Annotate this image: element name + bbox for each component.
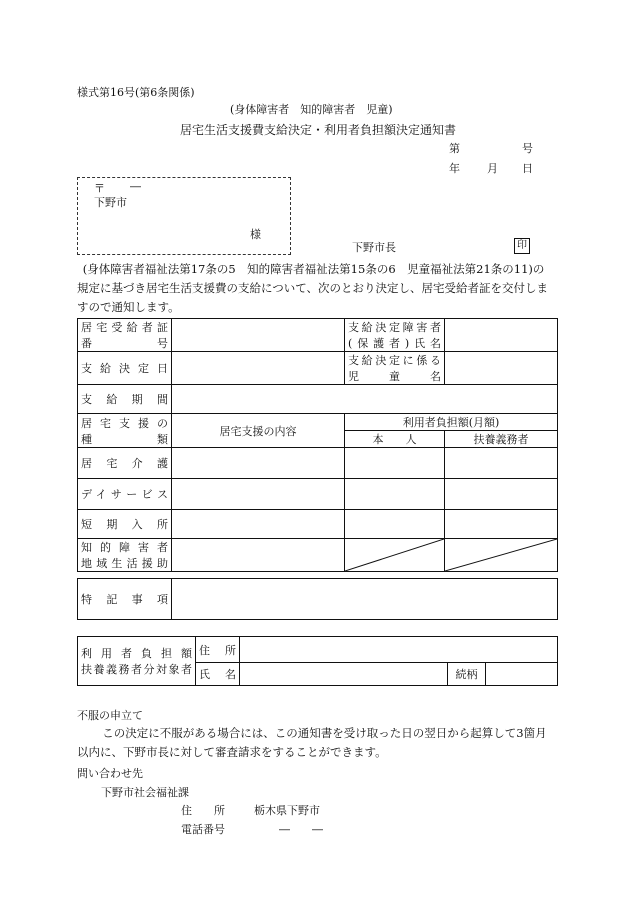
home-care-dependent[interactable] [445, 448, 558, 479]
support-type-header: 居宅支援の 種 類 [78, 414, 172, 448]
row-label-day-service: デイサービス [78, 479, 172, 510]
burden-relation-label: 続柄 [448, 663, 486, 686]
dependent-header: 扶養義務者 [445, 431, 558, 448]
postal-dash: ― [130, 180, 141, 193]
category-line: (身体障害者 知的障害者 児童) [230, 103, 393, 116]
remarks-table [77, 578, 558, 620]
sender-title: 下野市長 [352, 241, 396, 254]
row-label-home-care: 居宅介護 [78, 448, 172, 479]
support-content-header: 居宅支援の内容 [172, 414, 345, 448]
burden-header: 利用者負担額(月額) [345, 414, 558, 431]
burden-name-value[interactable] [240, 663, 448, 686]
burden-name-label: 氏 名 [196, 663, 240, 686]
appeal-text: この決定に不服がある場合には、この通知書を受け取った日の翌日から起算して3箇月以内に、下野市長に対して審査請求をすることができます。 [77, 726, 547, 759]
short-stay-content[interactable] [172, 510, 345, 539]
decision-date-value[interactable] [172, 352, 345, 385]
appeal-heading: 不服の申立て [77, 709, 143, 722]
intro-paragraph: (身体障害者福祉法第17条の5 知的障害者福祉法第15条の6 児童福祉法第21条の11)の規定に基づき居宅生活支援費の支給について、次のとおり決定し、居宅受給者証を交付しますので通知します。 [77, 262, 549, 314]
main-table [77, 318, 558, 572]
group-living-dependent-na [445, 539, 558, 572]
address-honorific: 様 [250, 228, 261, 241]
seal-mark: 印 [514, 238, 530, 254]
doc-number-suffix: 号 [522, 142, 533, 155]
inquiry-phone-label: 電話番号 [181, 823, 225, 836]
date-month: 月 [487, 162, 498, 175]
child-name-label: 支給決定に係る 児 童 名 [345, 352, 445, 385]
burden-address-value[interactable] [240, 637, 558, 663]
certificate-number-label: 居宅受給者証 番 号 [78, 319, 172, 352]
row-label-short-stay: 短期入所 [78, 510, 172, 539]
certificate-number-cells[interactable] [172, 319, 345, 352]
remarks-value[interactable] [172, 579, 558, 620]
inquiry-address-label: 住 所 [181, 804, 225, 817]
burden-target-label: 利用者負担額 扶養義務者分対象者 [78, 637, 196, 686]
address-box [77, 177, 291, 255]
doc-number-prefix: 第 [449, 142, 460, 155]
home-care-self[interactable] [345, 448, 445, 479]
guardian-name-label: 支給決定障害者 (保護者)氏名 [345, 319, 445, 352]
guardian-name-value[interactable] [445, 319, 558, 352]
inquiry-address-value: 栃木県下野市 [254, 804, 320, 817]
group-living-content[interactable] [172, 539, 345, 572]
child-name-value[interactable] [445, 352, 558, 385]
burden-address-label: 住 所 [196, 637, 240, 663]
period-value[interactable] [172, 385, 558, 414]
day-service-dependent[interactable] [445, 479, 558, 510]
period-label: 支給期間 [78, 385, 172, 414]
short-stay-dependent[interactable] [445, 510, 558, 539]
decision-date-label: 支給決定日 [78, 352, 172, 385]
inquiry-department: 下野市社会福祉課 [101, 786, 189, 799]
day-service-content[interactable] [172, 479, 345, 510]
day-service-self[interactable] [345, 479, 445, 510]
address-city: 下野市 [94, 196, 127, 209]
form-number: 様式第16号(第6条関係) [77, 86, 195, 99]
postal-mark: 〒 [94, 182, 105, 195]
short-stay-self[interactable] [345, 510, 445, 539]
inquiry-phone-value: ― ― [279, 823, 323, 836]
home-care-content[interactable] [172, 448, 345, 479]
row-label-group-living: 知的障害者 地域生活援助 [78, 539, 172, 572]
burden-target-table [77, 636, 558, 686]
self-header: 本 人 [345, 431, 445, 448]
inquiry-heading: 問い合わせ先 [77, 767, 143, 780]
document-title: 居宅生活支援費支給決定・利用者負担額決定通知書 [180, 123, 457, 137]
date-year: 年 [449, 162, 460, 175]
group-living-self-na [345, 539, 445, 572]
burden-relation-value[interactable] [486, 663, 558, 686]
remarks-label: 特記事項 [78, 579, 172, 620]
date-day: 日 [522, 162, 533, 175]
